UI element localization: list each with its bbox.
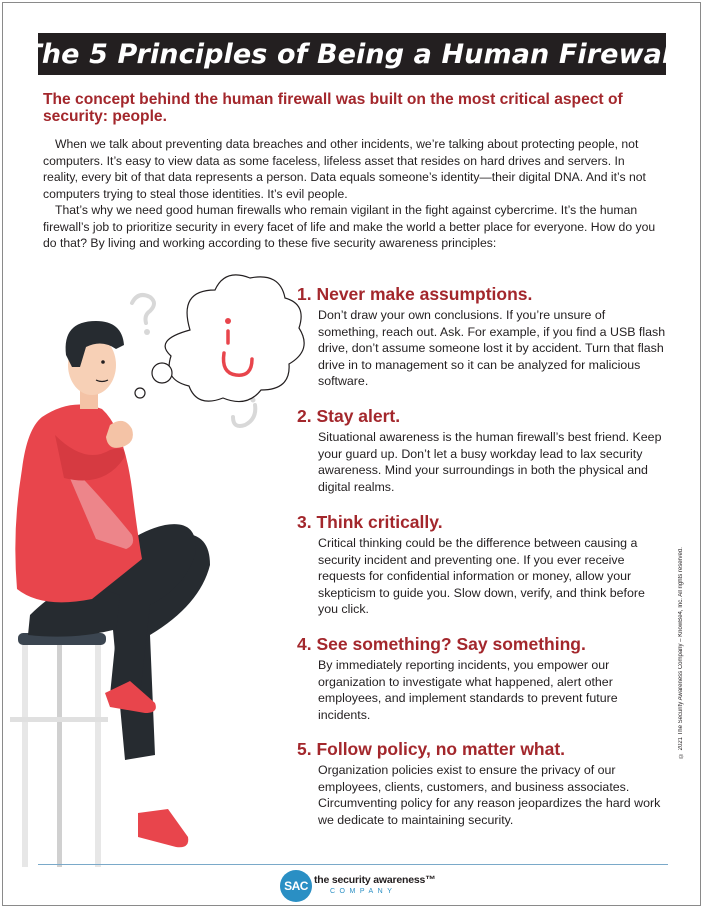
principle-body: By immediately reporting incidents, you empower our organization to investigate what happened, alert other employees, and implement standards to prevent future incidents.	[318, 658, 618, 722]
question-mark-icon	[132, 295, 154, 335]
footer-divider	[38, 864, 668, 865]
principle-heading: 1. Never make assumptions.	[297, 284, 533, 304]
intro-paragraph: When we talk about preventing data breaches and other incidents, we’re talking about protecting people, not computers. It’s easy to view data as some faceless, lifeless asset that resides on hard drives and servers. In reality, every bit of that data represents a person. Data equals someone’s identity—their digital DNA. And it’s not computers trying to steal those identities. It’s evil people.	[43, 137, 646, 201]
principle-body: Don’t draw your own conclusions. If you’re unsure of something, reach out. Ask. For example, if you find a USB flash drive, don’t assume someone lost it by accident. Turn that flash drive in to management so it can be analyzed for malicious software.	[318, 308, 666, 389]
principle-item	[297, 406, 667, 495]
copyright-notice: © 2021 The Security Awareness Company – KnowBe4, Inc. All rights reserved.	[678, 547, 684, 758]
principle-item	[297, 634, 667, 723]
principle-item	[297, 739, 667, 828]
logo-mark: SAC	[280, 870, 312, 902]
principle-item	[297, 512, 667, 618]
principle-heading: 4. See something? Say something.	[297, 634, 586, 654]
intro-paragraph: That’s why we need good human firewalls who remain vigilant in the fight against cybercrime. It’s the human firewall’s job to prioritize security in every facet of life and make the world a better place for everyone. How do you do that? By living and working according to these five security awareness principles:	[43, 203, 656, 250]
principle-body: Organization policies exist to ensure the privacy of our employees, clients, customers, and business associates. Circumventing policy for any reason jeopardizes the hard work we dedicate to maintaining security.	[318, 763, 661, 827]
intro-text	[43, 136, 663, 252]
thinking-man-illustration	[0, 255, 320, 867]
principle-body: Situational awareness is the human firewall’s best friend. Keep your guard up. Don’t let a busy workday lead to lax security awareness. Mind your surroundings in both the physical and digital realms.	[318, 430, 662, 494]
principle-body: Critical thinking could be the difference between causing a security incident and preventing one. If you ever receive requests for confidential information or money, allow your skepticism to guide you. Slow down, verify, and think before you click.	[318, 536, 645, 617]
logo-name: the security awareness™	[314, 874, 436, 886]
logo-subtitle: COMPANY	[330, 888, 397, 895]
stool	[10, 633, 108, 867]
principle-heading: 3. Think critically.	[297, 512, 443, 532]
page-subtitle: The concept behind the human firewall was built on the most critical aspect of security: people.	[43, 91, 623, 125]
principle-heading: 2. Stay alert.	[297, 406, 401, 426]
thought-cloud-icon	[135, 275, 304, 402]
principle-item	[297, 284, 667, 390]
page-title: The 5 Principles of Being a Human Firewall	[38, 33, 666, 75]
principle-heading: 5. Follow policy, no matter what.	[297, 739, 566, 759]
company-logo	[280, 869, 450, 903]
